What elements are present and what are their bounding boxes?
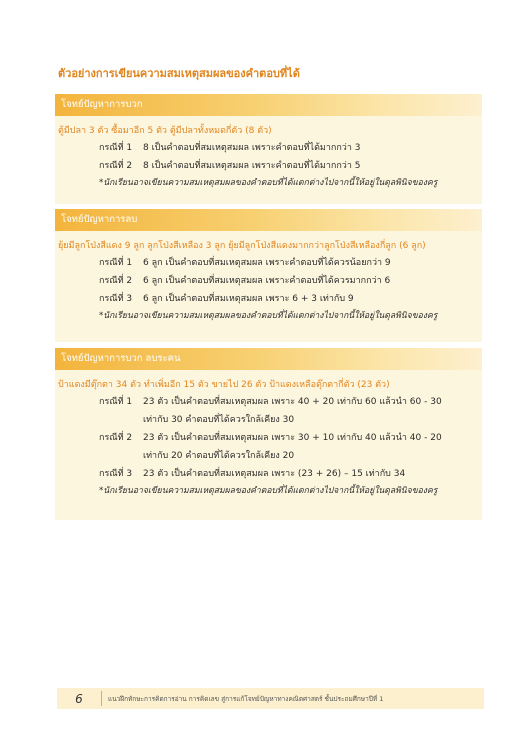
section-header: โจทย์ปัญหาการบวก: [55, 94, 482, 116]
teacher-note: *นักเรียนอาจเขียนความสมเหตุสมผลของคำตอบที่ได้แตกต่างไปจากนี้ให้อยู่ในดุลพินิจของครู: [99, 178, 438, 188]
case-list: [55, 393, 482, 483]
section-header: โจทย์ปัญหาการบวก ลบระคน: [55, 348, 482, 370]
teacher-note: *นักเรียนอาจเขียนความสมเหตุสมผลของคำตอบที่ได้แตกต่างไปจากนี้ให้อยู่ในดุลพินิจของครู: [99, 311, 438, 321]
case-list: [55, 139, 482, 175]
case-label: กรณีที่ 1: [99, 258, 133, 268]
case-item: [99, 393, 482, 429]
problem-statement: ป้าแดงมีตุ๊กตา 34 ตัว ทำเพิ่มอีก 15 ตัว ขายไป 26 ตัว ป้าแดงเหลือตุ๊กตากี่ตัว (23 ตัว): [58, 380, 390, 390]
addition-section: [55, 94, 482, 204]
case-label: กรณีที่ 3: [99, 294, 133, 304]
page-number: 6: [75, 691, 83, 706]
mixed-operations-section: [55, 348, 482, 520]
problem-statement: ตู้มีปลา 3 ตัว ซื้อมาอีก 5 ตัว ตู้มีปลาทั้งหมดกี่ตัว (8 ตัว): [58, 126, 272, 136]
teacher-note: *นักเรียนอาจเขียนความสมเหตุสมผลของคำตอบที่ได้แตกต่างไปจากนี้ให้อยู่ในดุลพินิจของครู: [99, 486, 438, 496]
case-list: [55, 254, 482, 308]
case-item: [99, 290, 482, 308]
case-label: กรณีที่ 2: [99, 161, 133, 171]
case-text: 23 ตัว เป็นคำตอบที่สมเหตุสมผล เพราะ 30 + 10 เท่ากับ 40 แล้วนำ 40 - 20 เท่ากับ 20 คำตอบที่ได้ควรใกล้เคียง 20: [143, 433, 442, 461]
section-header: โจทย์ปัญหาการลบ: [55, 209, 482, 231]
case-label: กรณีที่ 1: [99, 143, 133, 153]
case-text: 23 ตัว เป็นคำตอบที่สมเหตุสมผล เพราะ 40 + 20 เท่ากับ 60 แล้วนำ 60 - 30 เท่ากับ 30 คำตอบที่ได้ควรใกล้เคียง 30: [143, 397, 442, 425]
case-item: [99, 157, 482, 175]
case-text: 6 ลูก เป็นคำตอบที่สมเหตุสมผล เพราะคำตอบที่ได้ควรน้อยกว่า 9: [143, 258, 391, 268]
case-text: 8 เป็นคำตอบที่สมเหตุสมผล เพราะคำตอบที่ได้มากกว่า 5: [143, 161, 361, 171]
page-footer: [57, 688, 484, 709]
case-text: 6 ลูก เป็นคำตอบที่สมเหตุสมผล เพราะคำตอบที่ได้ควรมากกว่า 6: [143, 276, 391, 286]
page-title: ตัวอย่างการเขียนความสมเหตุสมผลของคำตอบที่ได้: [58, 67, 300, 80]
case-item: [99, 272, 482, 290]
case-label: กรณีที่ 1: [99, 397, 133, 407]
case-label: กรณีที่ 2: [99, 276, 133, 286]
case-text: 23 ตัว เป็นคำตอบที่สมเหตุสมผล เพราะ (23 + 26) – 15 เท่ากับ 34: [143, 469, 406, 479]
problem-statement: ยุ้ยมีลูกโป่งสีแดง 9 ลูก ลูกโป่งสีเหลือง 3 ลูก ยุ้ยมีลูกโป่งสีแดงมากกว่าลูกโป่งสีเหลืองกี่ลูก (6 ลูก): [58, 241, 426, 251]
case-label: กรณีที่ 2: [99, 433, 133, 443]
case-item: [99, 465, 482, 483]
case-item: [99, 429, 482, 465]
case-text: 6 ลูก เป็นคำตอบที่สมเหตุสมผล เพราะ 6 + 3 เท่ากับ 9: [143, 294, 354, 304]
case-label: กรณีที่ 3: [99, 469, 133, 479]
case-text: 8 เป็นคำตอบที่สมเหตุสมผล เพราะคำตอบที่ได้มากกว่า 3: [143, 143, 361, 153]
subtraction-section: [55, 209, 482, 342]
case-item: [99, 139, 482, 157]
footer-book-title: แนวฝึกทักษะการคิดการอ่าน การคิดเลข สู่การแก้โจทย์ปัญหาทางคณิตศาสตร์ ชั้นประถมศึกษาปีที่ 1: [108, 694, 384, 703]
case-item: [99, 254, 482, 272]
